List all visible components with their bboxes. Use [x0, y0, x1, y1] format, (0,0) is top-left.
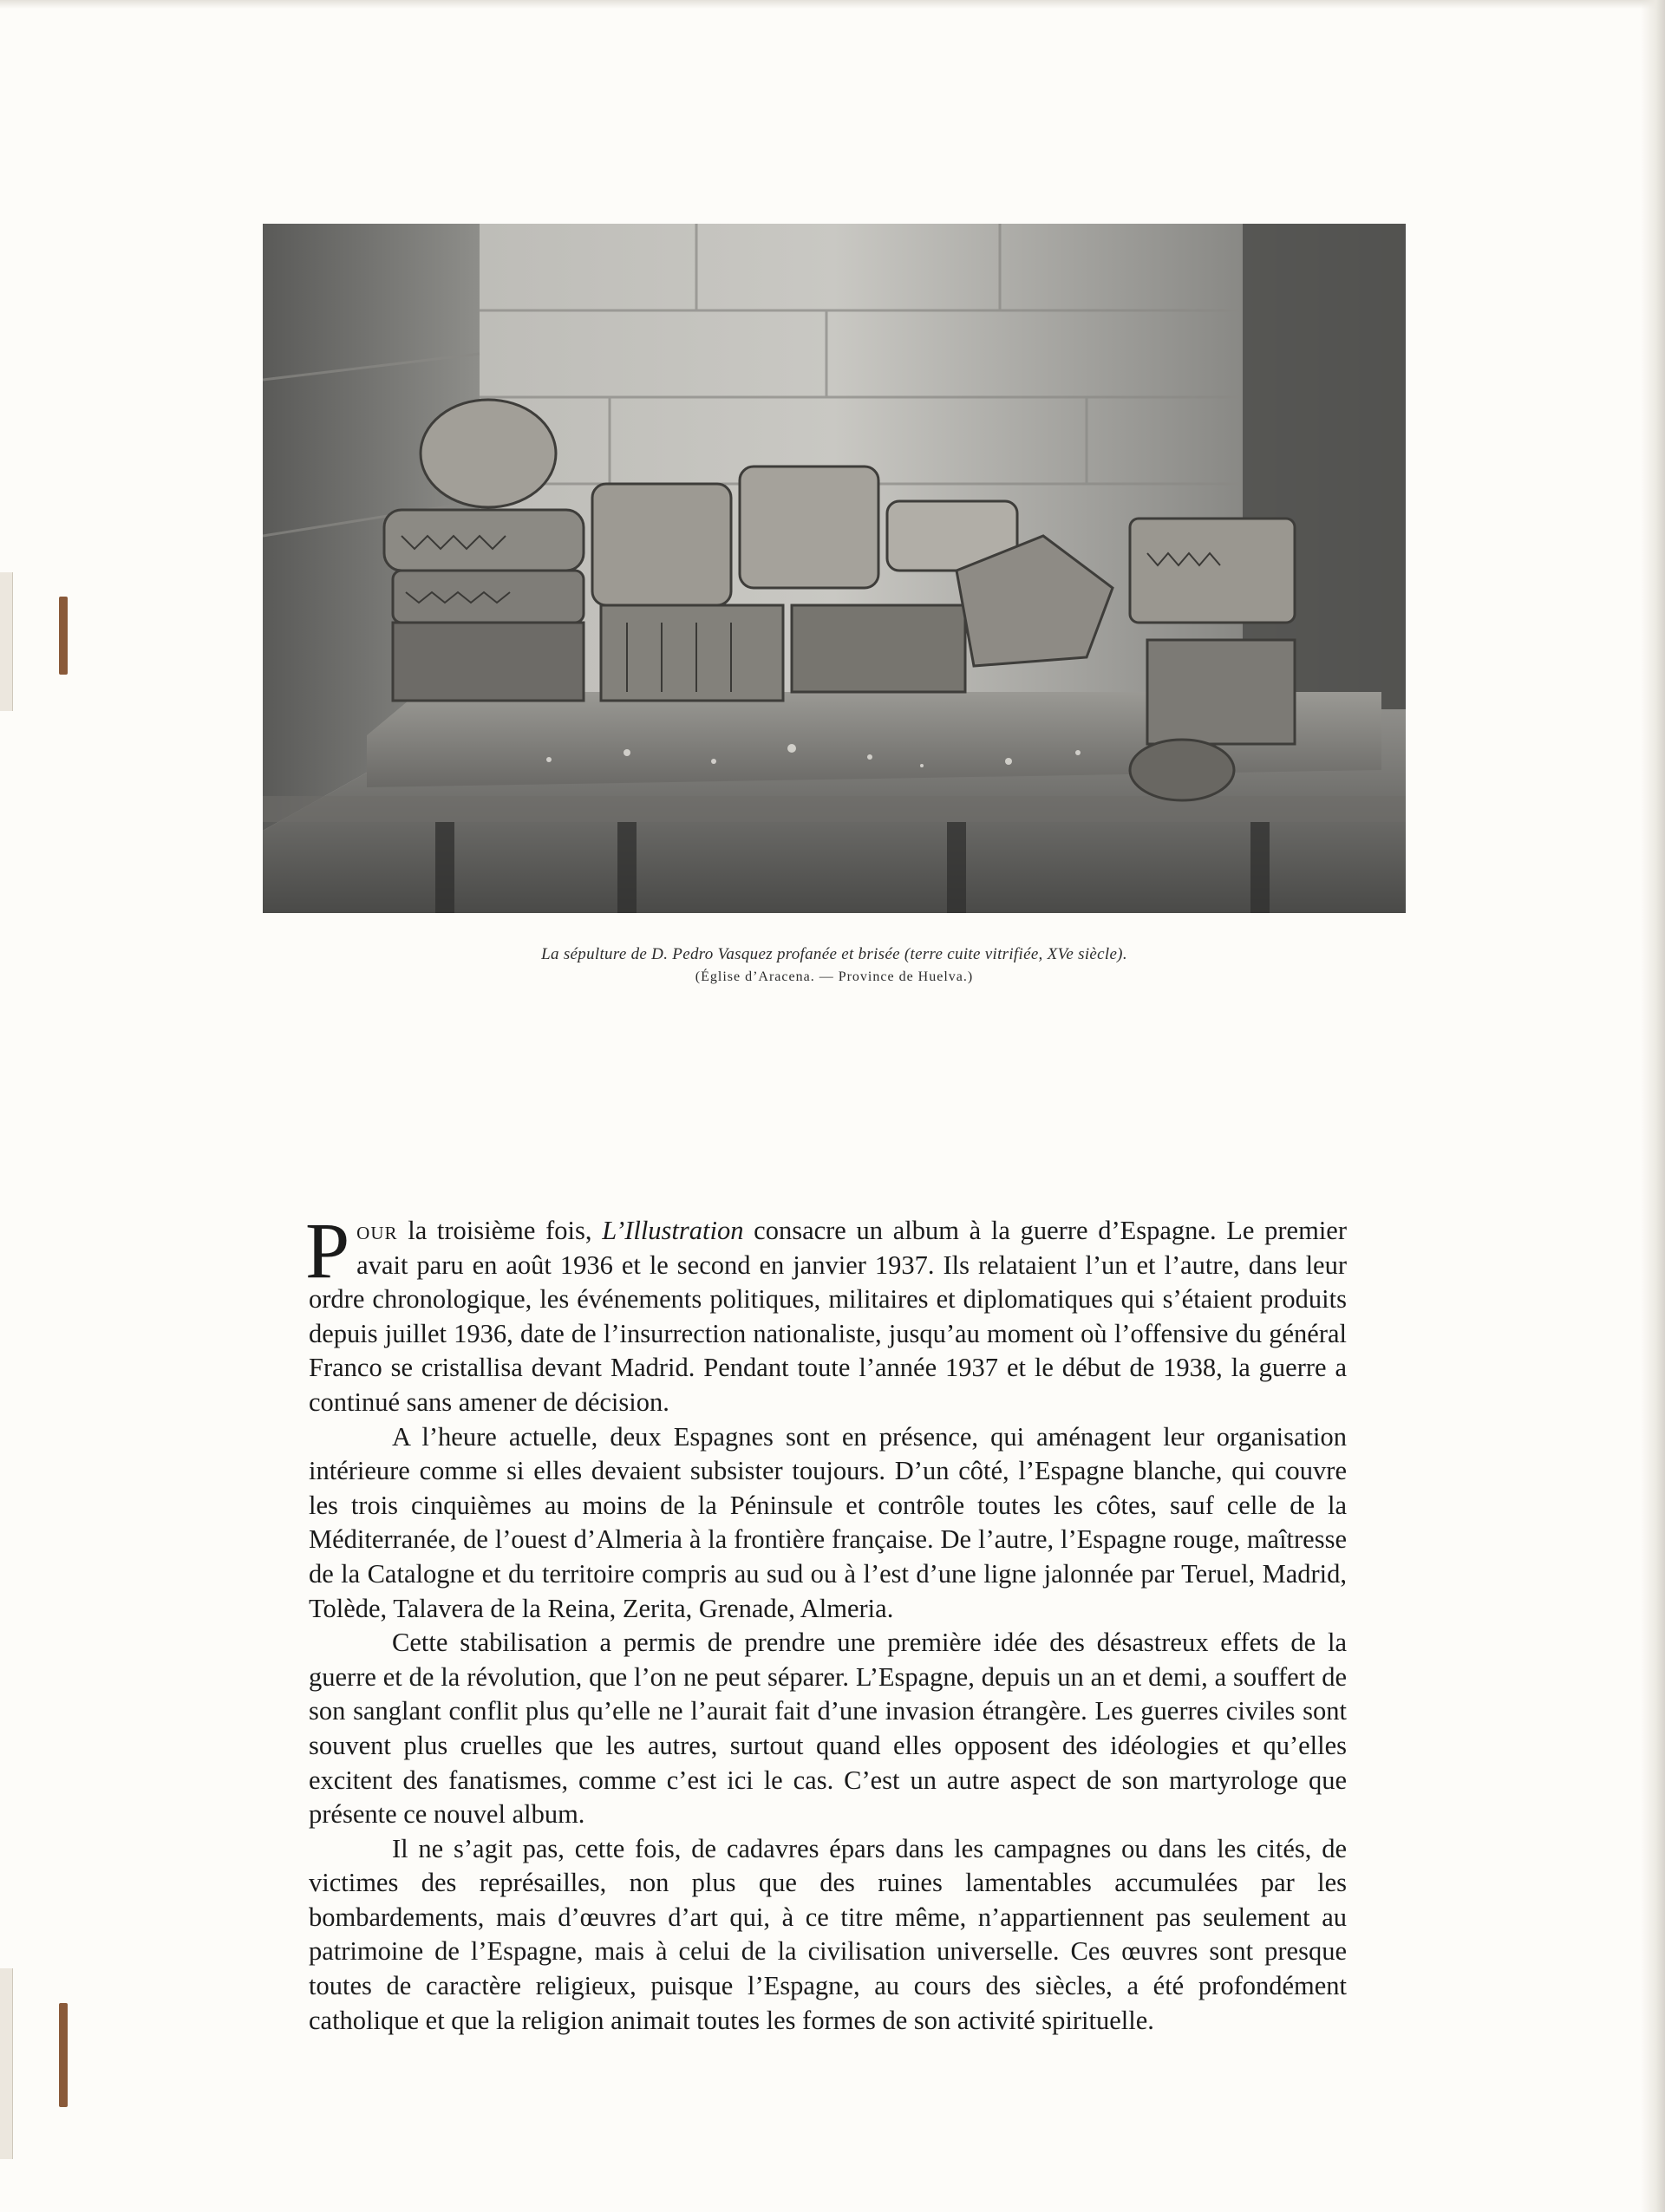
binding-edge-upper [0, 572, 13, 711]
article-paragraph-1 [305, 1206, 1347, 1420]
lead-text-b: consacre un album à la guerre d’Espagne. Le premier avait paru en août 1936 et le second en janvier 1937. Ils relataient l’un et l’autre, dans leur ordre chronologique, les événements politiques, militaires et diplomatiques qui s’étaient produits depuis juillet 1936, date de l’insurrection nationaliste, jusqu’au moment où l’offensive du général Franco se cristallisa devant Madrid. Pendant toute l’année 1937 et le début de 1938, la guerre a continué sans amener de décision. [309, 1216, 1347, 1417]
staple-lower [59, 2003, 68, 2107]
staple-upper [59, 597, 68, 675]
drop-cap: P [305, 1206, 350, 1295]
tomb-photograph [263, 224, 1406, 913]
lead-smallcaps: our [356, 1216, 398, 1245]
page-top-edge [0, 0, 1665, 9]
lead-text-a: la troisième fois, [397, 1216, 603, 1245]
photo-caption [260, 943, 1408, 989]
article-paragraph-2: A l’heure actuelle, deux Espagnes sont en présence, qui aménagent leur organisation intérieure comme si elles devaient subsister toujours. D’un côté, l’Espagne blanche, qui couvre les trois cinquièmes au moins de la Péninsule et contrôle toutes les côtes, sauf celle de la Méditerranée, de l’ouest d’Almeria à la frontière française. De l’autre, l’Espagne rouge, maîtresse de la Catalogne et du territoire compris au sud ou à l’est d’une ligne jalonnée par Teruel, Madrid, Tolède, Talavera de la Reina, Zerita, Grenade, Almeria. [309, 1421, 1347, 1623]
article-body [305, 1206, 1347, 2038]
caption-line-2: (Église d’Aracena. — Province de Huelva.) [695, 969, 974, 984]
page-right-edge [1641, 0, 1665, 2212]
magazine-title: L’Illustration [602, 1216, 744, 1245]
article-paragraph-4: Il ne s’agit pas, cette fois, de cadavres épars dans les campagnes ou dans les cités, de victimes des représailles, non plus que des ruines lamentables accumulées par les bombardements, mais d’œuvres d’art qui, à ce titre même, n’appartiennent pas seulement au patrimoine de l’Espagne, mais à celui de la civilisation universelle. Ces œuvres sont presque toutes de caractère religieux, puisque l’Espagne, au cours des siècles, a été profondément catholique et que la religion animait toutes les formes de son activité spirituelle. [309, 1833, 1347, 2035]
tomb-photo-illustration [263, 224, 1406, 913]
article-paragraph-3: Cette stabilisation a permis de prendre une première idée des désastreux effets de la guerre et de la révolution, que l’on ne peut séparer. L’Espagne, depuis un an et demi, a souffert de son sanglant conflit plus qu’elle ne l’aurait fait d’une invasion étrangère. Les guerres civiles sont souvent plus cruelles que les autres, surtout quand elles opposent des idéologies et qu’elles excitent des fanatismes, comme c’est ici le cas. C’est un autre aspect de son martyrologe que présente ce nouvel album. [309, 1628, 1347, 1830]
caption-line-1: La sépulture de D. Pedro Vasquez profanée et brisée (terre cuite vitrifiée, XVe siècle). [541, 945, 1127, 963]
binding-edge-lower [0, 1968, 13, 2159]
